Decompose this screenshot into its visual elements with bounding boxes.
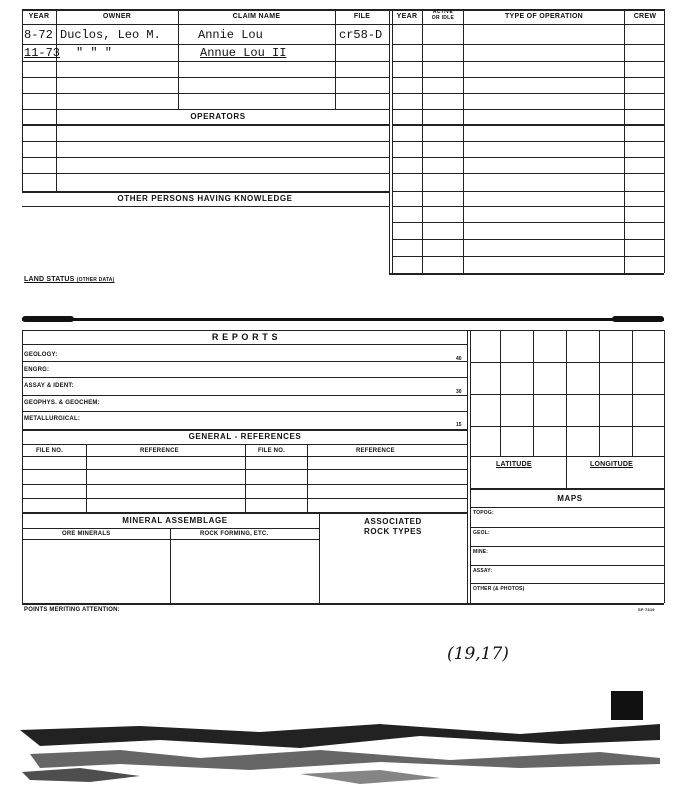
rock-forming-label: ROCK FORMING, ETC.	[200, 531, 269, 537]
row2-year: 11-73	[24, 46, 61, 60]
maps-assay: ASSAY:	[473, 568, 493, 574]
associated-rock-types-line2: ROCK TYPES	[363, 527, 422, 536]
report-metallurgical-num: 15	[456, 422, 462, 428]
header-crew: CREW	[633, 13, 657, 20]
maps-geol: GEOL:	[473, 530, 490, 536]
other-persons-title: OTHER PERSONS HAVING KNOWLEDGE	[117, 194, 293, 203]
handwritten-note: (19,17)	[447, 644, 509, 664]
report-engrg-label: ENGRG:	[24, 367, 50, 373]
land-status-text: LAND STATUS	[24, 276, 75, 283]
rule-end-right	[612, 316, 664, 322]
header-year-2: YEAR	[396, 13, 418, 20]
rule-end-left	[22, 316, 74, 322]
row2-claim-name: Annue Lou II	[200, 46, 287, 60]
genref-header-file-no-1: FILE NO.	[36, 448, 63, 454]
header-claim-name: CLAIM NAME	[232, 13, 281, 20]
row2-owner: " " "	[76, 46, 113, 60]
header-active-or-idle	[423, 9, 463, 21]
genref-header-file-no-2: FILE NO.	[258, 448, 285, 454]
row1-file: cr58-D	[339, 28, 383, 42]
land-status-sub: (OTHER DATA)	[76, 277, 115, 283]
general-references-title: GENERAL - REFERENCES	[188, 432, 302, 441]
maps-title: MAPS	[557, 494, 583, 503]
longitude-label: LONGITUDE	[590, 461, 634, 468]
maps-topog: TOPOG:	[473, 510, 494, 516]
genref-header-reference-2: REFERENCE	[356, 448, 395, 454]
header-or-idle-text: OR IDLE	[431, 15, 455, 21]
ore-minerals-label: ORE MINERALS	[62, 531, 111, 537]
land-status-label	[24, 276, 114, 283]
report-geology-label: GEOLOGY:	[24, 352, 58, 358]
report-assay-num: 30	[456, 389, 462, 395]
reports-title: R E P O R T S	[211, 332, 279, 342]
header-year: YEAR	[28, 13, 50, 20]
header-type-of-operation: TYPE OF OPERATION	[504, 13, 584, 20]
section-divider-rule	[22, 318, 664, 321]
points-meriting-attention-label: POINTS MERITING ATTENTION:	[24, 607, 120, 613]
row1-year: 8-72	[24, 28, 53, 42]
header-file: FILE	[353, 13, 371, 20]
scan-edge-artifact	[0, 710, 678, 801]
row1-claim-name: Annie Lou	[198, 28, 263, 42]
operators-title: OPERATORS	[190, 112, 246, 121]
report-metallurgical-label: METALLURGICAL:	[24, 416, 81, 422]
associated-rock-types-line1: ASSOCIATED	[364, 517, 422, 526]
mineral-assemblage-title: MINERAL ASSEMBLAGE	[122, 516, 228, 525]
report-geophys-label: GEOPHYS. & GEOCHEM:	[24, 400, 100, 406]
maps-other: OTHER (& PHOTOS)	[473, 586, 525, 592]
genref-header-reference-1: REFERENCE	[140, 448, 179, 454]
report-assay-label: ASSAY & IDENT:	[24, 383, 74, 389]
form-number: SP 7319	[638, 607, 655, 612]
header-owner: OWNER	[102, 13, 132, 20]
header-active-text: ACTIVE	[432, 9, 454, 15]
report-geology-num: 40	[456, 356, 462, 362]
latitude-label: LATITUDE	[496, 461, 532, 468]
row1-owner: Duclos, Leo M.	[60, 28, 161, 42]
maps-mine: MINE:	[473, 549, 489, 555]
